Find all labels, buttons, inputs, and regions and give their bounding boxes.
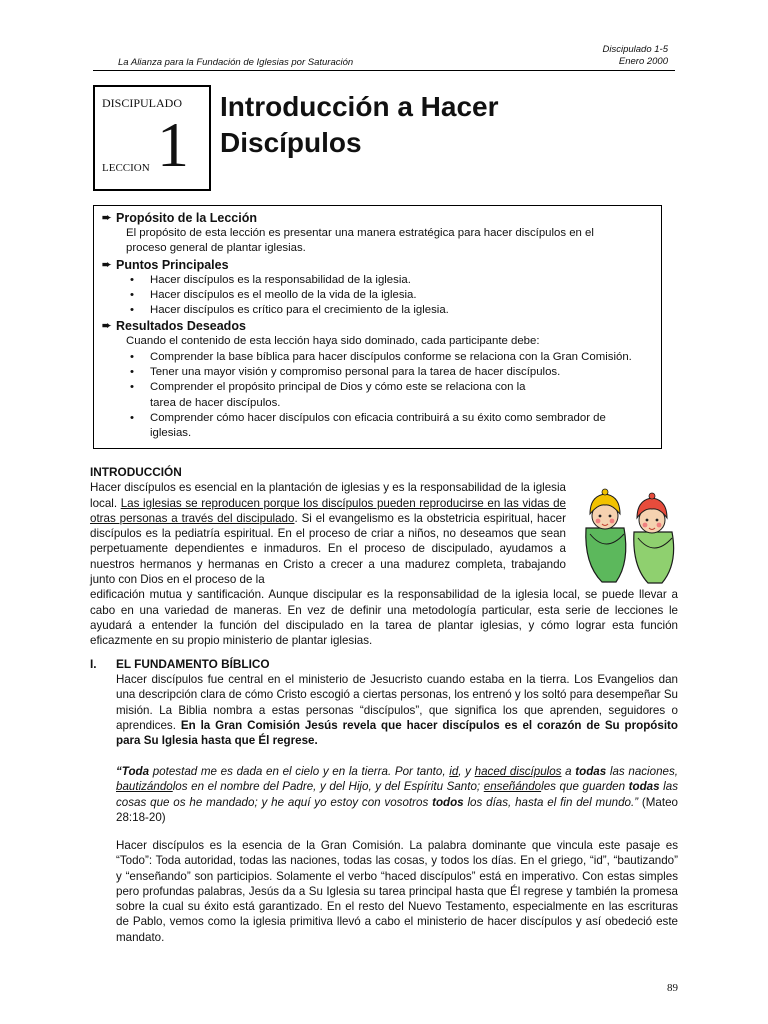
- results-heading: [102, 318, 653, 334]
- bullet-icon: •: [130, 381, 134, 394]
- bullet-icon: •: [130, 366, 134, 379]
- section-1-paragraph-1: Hacer discípulos fue central en el ministerio de Jesucristo cuando estaba en la tierra. Los Evangelios dan una descripción clara de cómo Cristo escogió a ciertas personas, los entrenó y los soltó para desempeñar Su misión. La Biblia nombra a estas personas “discípulos”, que significa los que aprenden, seguidores o aprendices. En la Gran Comisión Jesús revela que hacer discípulos es el corazón de Su propósito para Su Iglesia hasta que Él regrese.: [116, 673, 678, 748]
- header-rule: [93, 70, 675, 71]
- bullet-icon: •: [130, 288, 134, 301]
- purpose-line-2: proceso general de plantar iglesias.: [126, 242, 306, 255]
- main-points-heading-text: Puntos Principales: [116, 257, 229, 272]
- section-1-bold-statement: En la Gran Comisión Jesús revela que hacer discípulos es el corazón de Su propósito para Su Iglesia hasta que Él regrese.: [116, 718, 678, 748]
- list-item: • Tener una mayor visión y compromiso personal para la tarea de hacer discípulos.: [102, 365, 653, 380]
- title-line-2: Discípulos: [220, 127, 362, 158]
- lesson-box: [93, 85, 211, 191]
- bullet-icon: •: [130, 411, 134, 424]
- lesson-label: LECCION: [102, 162, 150, 174]
- purpose-heading-text: Propósito de la Lección: [116, 211, 257, 225]
- bullet-icon: •: [130, 273, 134, 286]
- quote-reference: (Mateo 28:18-20): [116, 795, 678, 824]
- lesson-summary-box: [93, 205, 662, 449]
- swaddled-babies-illustration: [580, 484, 680, 584]
- intro-underlined-text: Las iglesias se reproducen porque los discípulos pueden reproducirse en las vidas de otras personas a través del discipulado: [90, 496, 566, 525]
- lesson-series-label: DISCIPULADO: [102, 96, 183, 110]
- page-number: 89: [667, 982, 678, 994]
- purpose-heading: [102, 210, 653, 226]
- section-1-paragraph-2: Hacer discípulos es la esencia de la Gran Comisión. La palabra dominante que vincula este pasaje es “Todo”: Toda autoridad, todas las naciones, todas las cosas, y todos los días. En el griego, “id”, “bautizando” y “enseñando” son participios. Solamente el verbo “haced discípulos” está en imperativo. Con estas simples pero profundas palabras, Jesús da a Su Iglesia su tarea principal hasta que Él regrese y también la promesa sobre la cual su éxito está garantizado. En el resto del Nuevo Testamento, especialmente en las escrituras de Pablo, vemos como la iglesia primitiva llevó a cabo el ministerio de hacer discípulos y así obedeció este mandato.: [116, 839, 678, 944]
- main-points-heading: [102, 257, 653, 273]
- intro-paragraph-full: edificación mutua y santificación. Aunque discipular es la responsabilidad de la iglesia local, se puede llevar a cabo en una variedad de maneras. En vez de definir una metodología particular, esta serie de lecciones le ayudará a entender la función del discipulado en la tarea de plantar iglesias, y cómo lograr esta función eficazmente en su propio ministerio de plantar iglesias.: [90, 588, 678, 648]
- list-item: • Comprender cómo hacer discípulos con eficacia contribuirá a su éxito como sembrador de iglesias.: [102, 411, 631, 442]
- page-title: [220, 89, 499, 161]
- list-item: • Hacer discípulos es el meollo de la vida de la iglesia.: [102, 288, 653, 303]
- list-item: • Hacer discípulos es la responsabilidad de la iglesia.: [102, 273, 653, 288]
- section-1-number: I.: [90, 657, 97, 671]
- great-commission-quote: “Toda potestad me es dada en el cielo y en la tierra. Por tanto, id, y haced discípulos a todas las naciones, bautizándolos en el nombre del Padre, y del Hijo, y del Espíritu Santo; enseñándoles que guarden todas las cosas que os he mandado; y he aquí yo estoy con vosotros todos los días, hasta el fin del mundo.” (Mateo 28:18-20): [116, 765, 678, 824]
- header-org: La Alianza para la Fundación de Iglesias por Saturación: [118, 57, 354, 68]
- title-line-1: Introducción a Hacer: [220, 91, 499, 122]
- list-item: • Comprender el propósito principal de Dios y cómo este se relaciona con la tarea de hacer discípulos.: [102, 380, 532, 411]
- header-code: Discipulado 1-5: [602, 44, 668, 55]
- arrow-icon: ➨: [102, 212, 112, 224]
- intro-paragraph-wrapped: Hacer discípulos es esencial en la plantación de iglesias y es la responsabilidad de la iglesia local. Las iglesias se reproducen porque los discípulos pueden reproducirse en las vidas de otras personas a través del discipulado. Si el evangelismo es la obstetricia espiritual, hacer discípulos es la pediatría espiritual. En el proceso de criar a niños, no deseamos que sean perpetuamente dependientes e inmaduros. En el proceso de discipulado, ayudamos a nuestros hermanos y hermanas en Cristo a crecer a una madurez completa, trabajando junto con Dios en el proceso de la: [90, 481, 566, 587]
- arrow-icon: ➨: [102, 320, 112, 333]
- bullet-icon: •: [130, 304, 134, 317]
- baby-right: [634, 493, 674, 583]
- section-1-heading: [90, 657, 270, 671]
- results-heading-text: Resultados Deseados: [116, 319, 246, 334]
- baby-left: [586, 489, 626, 582]
- header-date: Enero 2000: [618, 56, 668, 67]
- results-intro: Cuando el contenido de esta lección haya sido dominado, cada participante debe:: [126, 335, 540, 348]
- list-item: • Hacer discípulos es crítico para el crecimiento de la iglesia.: [102, 303, 653, 318]
- lesson-number: 1: [157, 109, 189, 180]
- intro-heading: INTRODUCCIÓN: [90, 465, 182, 479]
- purpose-line-1: El propósito de esta lección es presentar una manera estratégica para hacer discípulos en el: [126, 227, 594, 239]
- list-item: • Comprender la base bíblica para hacer discípulos conforme se relaciona con la Gran Comisión.: [102, 350, 653, 365]
- bullet-icon: •: [130, 350, 134, 363]
- section-1-title: EL FUNDAMENTO BÍBLICO: [116, 657, 270, 671]
- header-meta: [603, 44, 668, 68]
- arrow-icon: ➨: [102, 258, 112, 271]
